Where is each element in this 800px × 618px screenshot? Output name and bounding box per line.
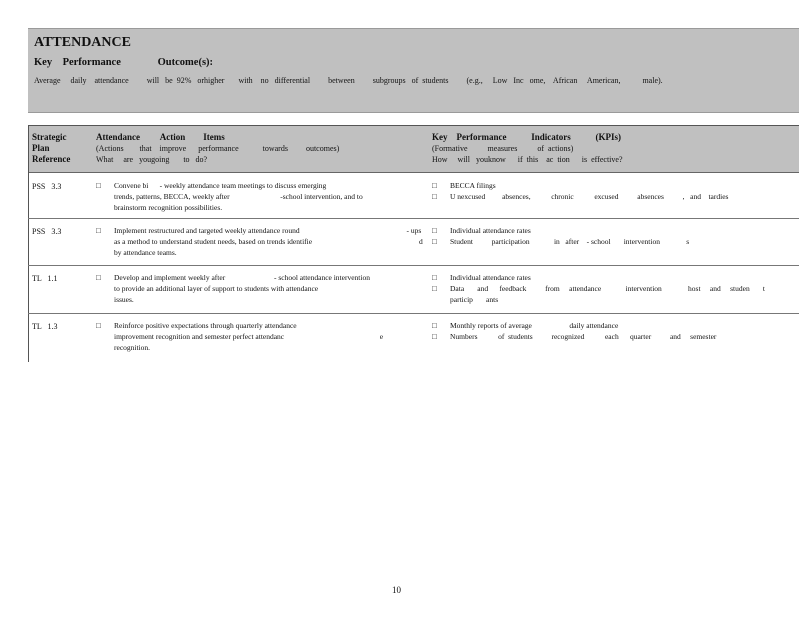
col-actions-question: What are yougoing to do?	[96, 155, 208, 164]
action-item-line: recognition.	[114, 343, 151, 352]
checkbox-bullet-icon: □	[432, 192, 437, 201]
col-actions-subtitle: (Actions that improve performance towards outcomes)	[96, 144, 340, 153]
col-kpi-title: Key Performance Indicators (KPIs)	[432, 132, 621, 142]
action-item-line: as a method to understand student needs, based on trends identifie d	[114, 237, 423, 246]
outcome-statement: Average daily attendance will be 92% orhigher with no differential between subgroups of students (e.g., Low Inc ome, African American, male).	[34, 76, 663, 85]
col-strategic-label: Strategic	[32, 132, 67, 142]
kpi-item: Numbers of students recognized each quarter and semester	[450, 332, 717, 341]
kpi-item: Individual attendance rates	[450, 226, 531, 235]
checkbox-bullet-icon: □	[432, 237, 437, 246]
action-item-line: Implement restructured and targeted weekly attendance round - ups	[114, 226, 422, 235]
key-performance-outcome-label: Key Performance Outcome(s):	[34, 57, 214, 68]
kpi-item-continuation: particip ants	[450, 295, 499, 304]
checkbox-bullet-icon: □	[432, 332, 437, 341]
kpi-item: Data and feedback from attendance intervention host and studen t	[450, 284, 765, 293]
kpi-item: Student participation in after - school intervention s	[450, 237, 690, 246]
kpi-item: U nexcused absences, chronic excused absences , and tardies	[450, 192, 729, 201]
table-row	[28, 219, 799, 266]
col-reference-label: Reference	[32, 154, 71, 164]
checkbox-bullet-icon: □	[96, 321, 101, 330]
checkbox-bullet-icon: □	[432, 321, 437, 330]
col-actions-title: Attendance Action Items	[96, 132, 225, 142]
plan-reference: PSS 3.3	[32, 227, 62, 236]
kpi-item: BECCA filings	[450, 181, 496, 190]
checkbox-bullet-icon: □	[96, 226, 101, 235]
table-row	[28, 314, 799, 361]
kpi-item: Individual attendance rates	[450, 273, 531, 282]
checkbox-bullet-icon: □	[96, 181, 101, 190]
action-item-line: Reinforce positive expectations through quarterly attendance	[114, 321, 297, 330]
action-item-line: by attendance teams.	[114, 248, 177, 257]
checkbox-bullet-icon: □	[96, 273, 101, 282]
checkbox-bullet-icon: □	[432, 284, 437, 293]
action-item-line: issues.	[114, 295, 134, 304]
action-item-line: improvement recognition and semester perfect attendanc e	[114, 332, 384, 341]
checkbox-bullet-icon: □	[432, 273, 437, 282]
col-kpi-question: How will youknow if this ac tion is effective?	[432, 155, 623, 164]
section-title: ATTENDANCE	[34, 35, 131, 50]
checkbox-bullet-icon: □	[432, 181, 437, 190]
table-row	[28, 172, 799, 219]
action-item-line: brainstorm recognition possibilities.	[114, 203, 223, 212]
kpi-item: Monthly reports of average daily attendance	[450, 321, 619, 330]
plan-reference: PSS 3.3	[32, 182, 62, 191]
col-kpi-subtitle: (Formative measures of actions)	[432, 144, 574, 153]
plan-reference: TL 1.1	[32, 274, 58, 283]
col-plan-label: Plan	[32, 143, 50, 153]
outcome-header-box	[28, 28, 799, 113]
action-item-line: to provide an additional layer of support to students with attendance	[114, 284, 319, 293]
table-row	[28, 266, 799, 314]
action-item-line: Develop and implement weekly after - school attendance intervention	[114, 273, 370, 282]
action-item-line: trends, patterns, BECCA, weekly after -school intervention, and to	[114, 192, 363, 201]
table-header	[28, 125, 799, 173]
checkbox-bullet-icon: □	[432, 226, 437, 235]
plan-reference: TL 1.3	[32, 322, 58, 331]
page-number: 10	[392, 585, 401, 595]
action-item-line: Convene bi - weekly attendance team meetings to discuss emerging	[114, 181, 327, 190]
